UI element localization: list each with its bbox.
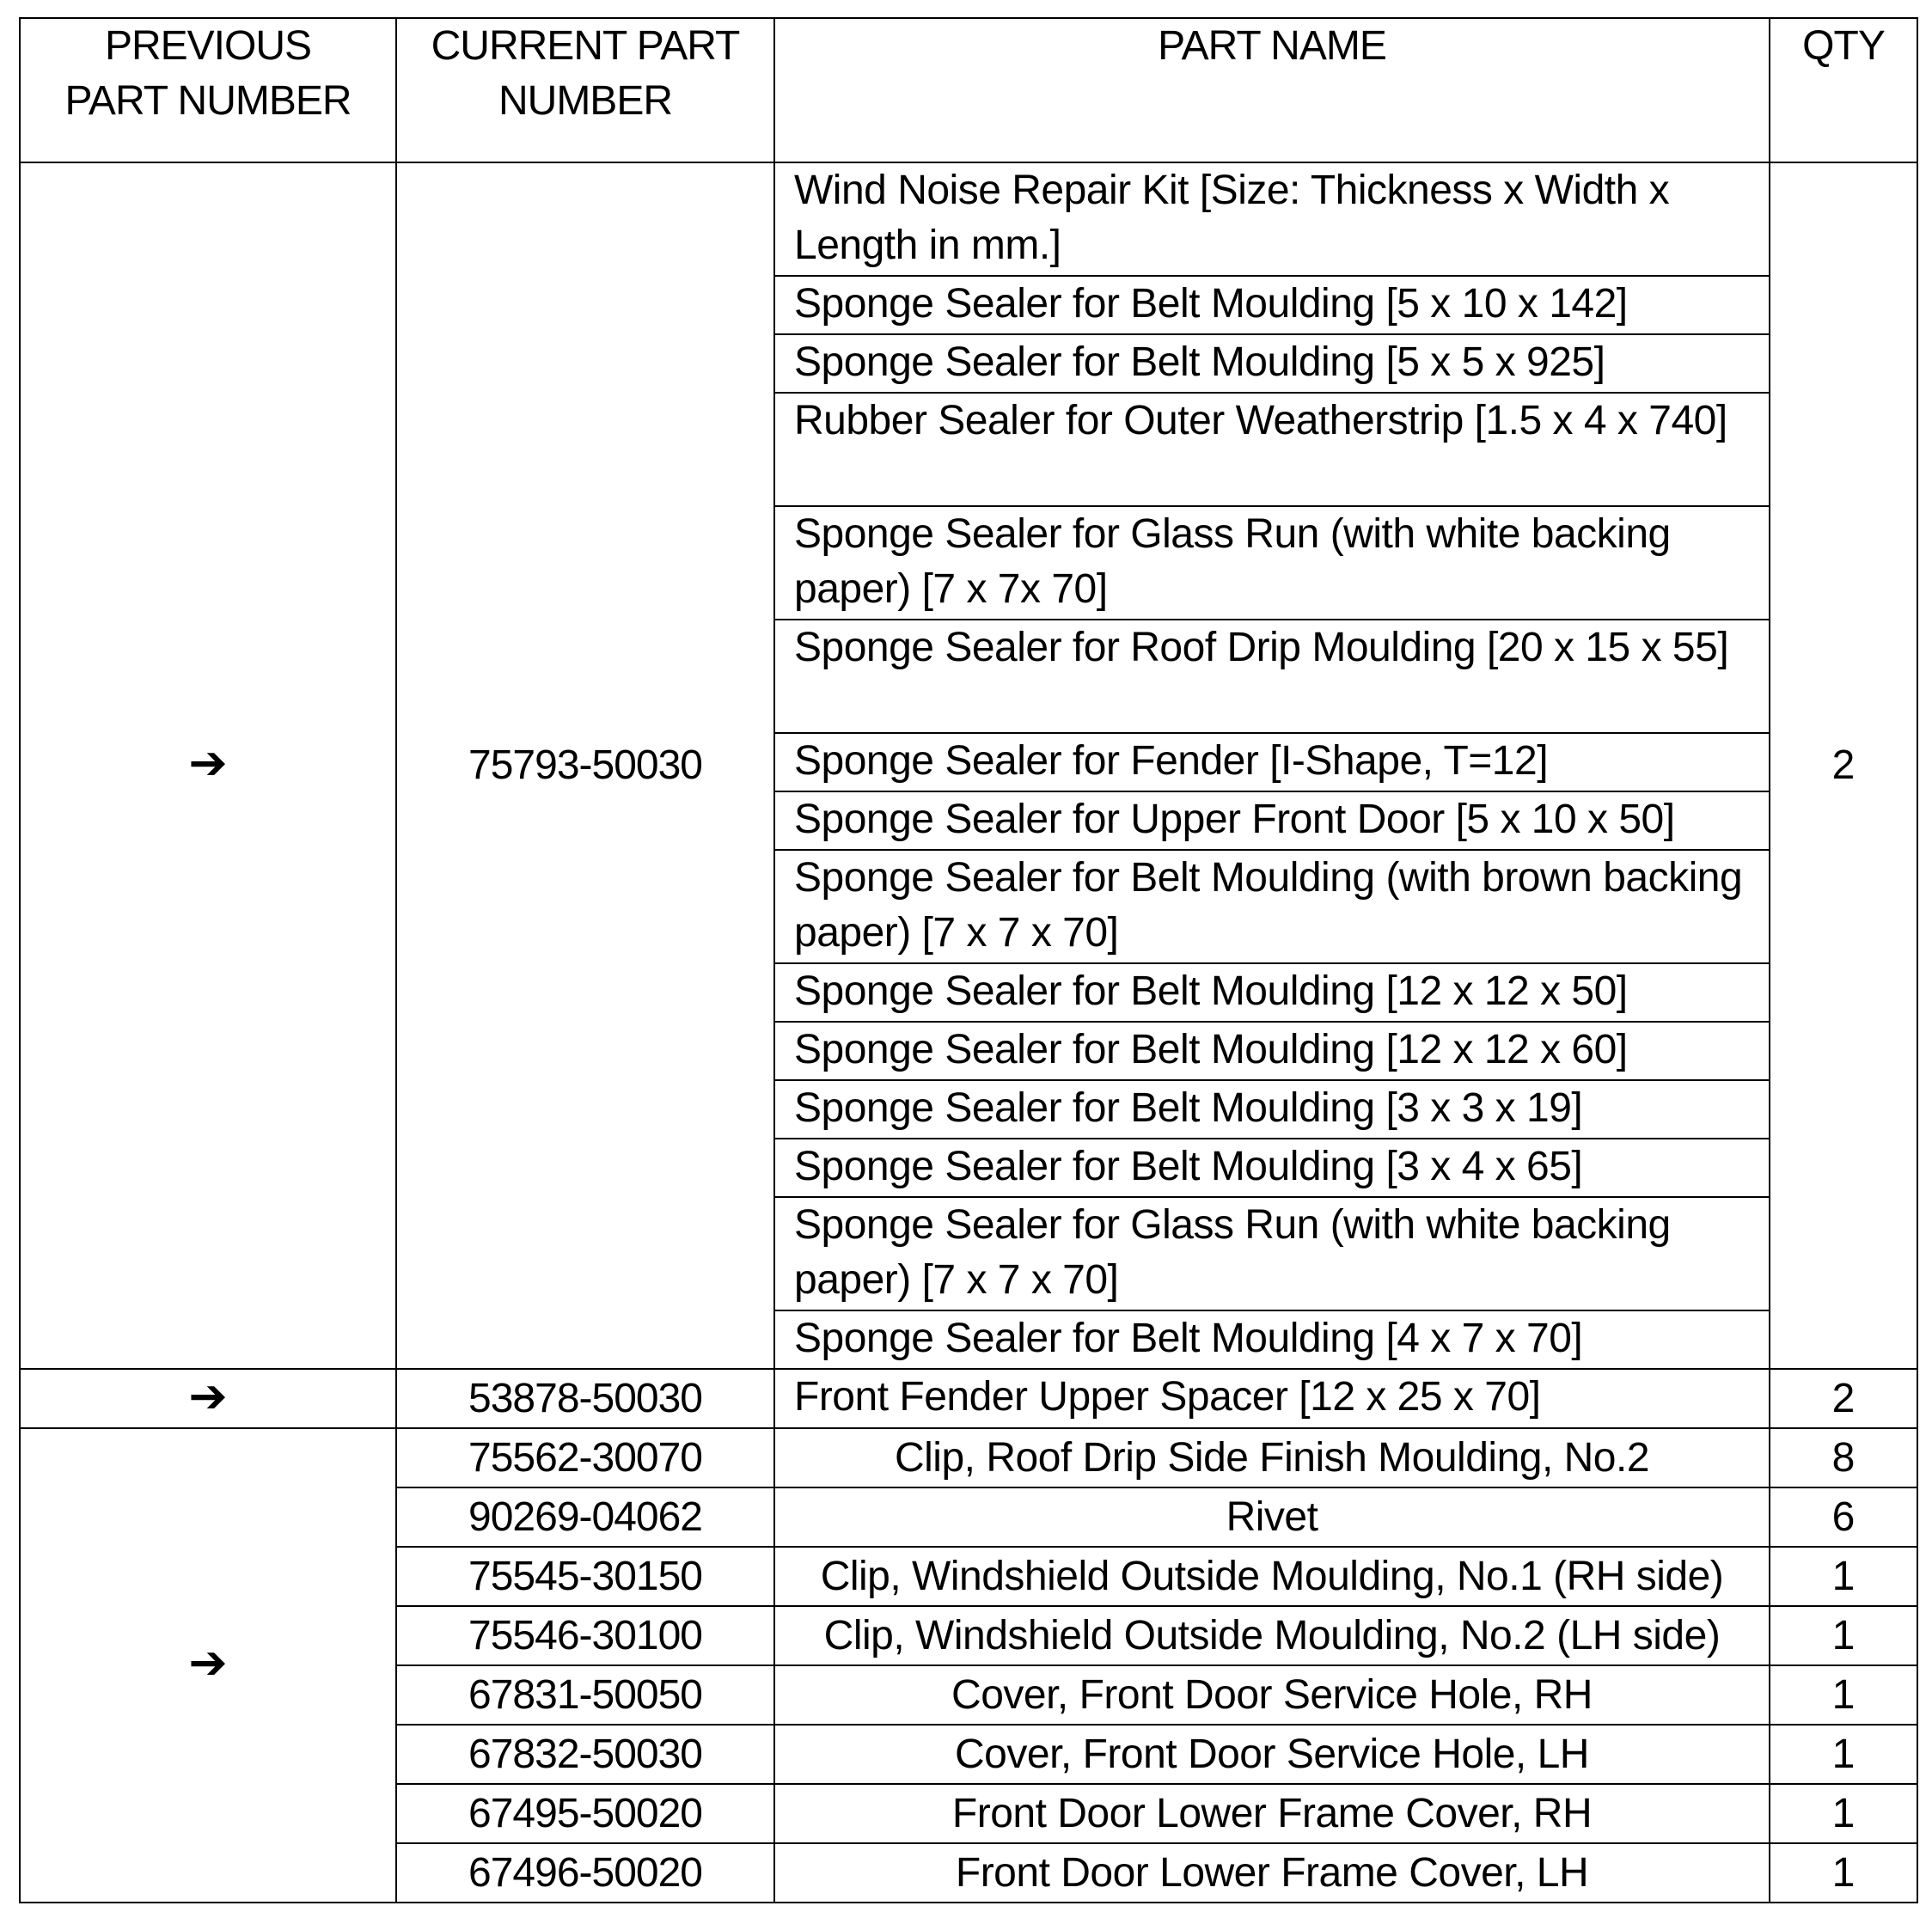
header-previous-part-number: [20, 18, 396, 162]
header-row: [20, 18, 1917, 162]
qty-cell: 6: [1770, 1487, 1917, 1547]
header-current-line-2: NUMBER: [498, 78, 672, 124]
header-qty: [1770, 18, 1917, 162]
previous-part-number-cell: [20, 1369, 396, 1428]
part-name-cell: Sponge Sealer for Belt Moulding [3 x 3 x 19]: [774, 1080, 1770, 1139]
table-row: [20, 162, 1917, 276]
part-name-cell: Sponge Sealer for Belt Moulding [3 x 4 x 65]: [774, 1139, 1770, 1197]
part-name-cell: Sponge Sealer for Roof Drip Moulding [20 x 15 x 55]: [774, 620, 1770, 733]
header-qty-label: QTY: [1802, 23, 1885, 69]
qty-cell: 1: [1770, 1784, 1917, 1843]
part-name-cell: Front Door Lower Frame Cover, RH: [774, 1784, 1770, 1843]
part-name-cell: Clip, Roof Drip Side Finish Moulding, No.2: [774, 1428, 1770, 1487]
current-part-number-cell: 67495-50020: [396, 1784, 774, 1843]
parts-table-body: [20, 162, 1917, 1903]
part-name-cell: Sponge Sealer for Belt Moulding [12 x 12 x 50]: [774, 963, 1770, 1022]
header-previous-line-1: PREVIOUS: [104, 23, 312, 69]
part-name-cell: Sponge Sealer for Upper Front Door [5 x 10 x 50]: [774, 791, 1770, 850]
header-part-name-label: PART NAME: [1158, 23, 1386, 69]
right-arrow-icon: ➔: [188, 1369, 228, 1423]
qty-cell: 2: [1770, 1369, 1917, 1428]
part-name-cell: Rubber Sealer for Outer Weatherstrip [1.5 x 4 x 740]: [774, 393, 1770, 506]
part-name-cell: Front Door Lower Frame Cover, LH: [774, 1843, 1770, 1903]
part-name-cell: Sponge Sealer for Belt Moulding [5 x 10 x 142]: [774, 276, 1770, 334]
qty-cell: 1: [1770, 1606, 1917, 1665]
table-row: [20, 1369, 1917, 1428]
part-name-cell: Front Fender Upper Spacer [12 x 25 x 70]: [774, 1369, 1770, 1428]
previous-part-number-cell: [20, 1428, 396, 1903]
current-part-number-cell: 67832-50030: [396, 1725, 774, 1784]
current-part-number-cell: 75546-30100: [396, 1606, 774, 1665]
header-part-name: [774, 18, 1770, 162]
qty-cell: 1: [1770, 1665, 1917, 1725]
part-name-cell: Sponge Sealer for Belt Moulding [4 x 7 x 70]: [774, 1310, 1770, 1369]
current-part-number-cell: 75545-30150: [396, 1547, 774, 1606]
right-arrow-icon: ➔: [188, 736, 228, 790]
part-name-cell: Wind Noise Repair Kit [Size: Thickness x Width x Length in mm.]: [774, 162, 1770, 276]
current-part-number-cell: 90269-04062: [396, 1487, 774, 1547]
right-arrow-icon: ➔: [188, 1635, 228, 1689]
part-name-cell: Clip, Windshield Outside Moulding, No.1 (RH side): [774, 1547, 1770, 1606]
current-part-number-cell: 53878-50030: [396, 1369, 774, 1428]
qty-cell: 1: [1770, 1547, 1917, 1606]
header-previous-line-2: PART NUMBER: [64, 78, 352, 124]
part-name-cell: Sponge Sealer for Belt Moulding [12 x 12 x 60]: [774, 1022, 1770, 1080]
previous-part-number-cell: [20, 162, 396, 1369]
parts-table-page: [19, 17, 1917, 1903]
part-name-cell: Cover, Front Door Service Hole, RH: [774, 1665, 1770, 1725]
parts-table: [19, 17, 1918, 1903]
part-name-cell: Clip, Windshield Outside Moulding, No.2 (LH side): [774, 1606, 1770, 1665]
qty-cell: 8: [1770, 1428, 1917, 1487]
current-part-number-cell: 75793-50030: [396, 162, 774, 1369]
qty-cell: 1: [1770, 1843, 1917, 1903]
part-name-cell: Cover, Front Door Service Hole, LH: [774, 1725, 1770, 1784]
qty-cell: 1: [1770, 1725, 1917, 1784]
part-name-cell: Rivet: [774, 1487, 1770, 1547]
table-row: [20, 1428, 1917, 1487]
header-current-part-number: [396, 18, 774, 162]
part-name-cell: Sponge Sealer for Belt Moulding (with brown backing paper) [7 x 7 x 70]: [774, 850, 1770, 963]
header-current-line-1: CURRENT PART: [431, 23, 740, 69]
part-name-cell: Sponge Sealer for Belt Moulding [5 x 5 x 925]: [774, 334, 1770, 393]
part-name-cell: Sponge Sealer for Glass Run (with white backing paper) [7 x 7x 70]: [774, 506, 1770, 620]
qty-cell: 2: [1770, 162, 1917, 1369]
current-part-number-cell: 67496-50020: [396, 1843, 774, 1903]
current-part-number-cell: 67831-50050: [396, 1665, 774, 1725]
part-name-cell: Sponge Sealer for Fender [I-Shape, T=12]: [774, 733, 1770, 791]
part-name-cell: Sponge Sealer for Glass Run (with white backing paper) [7 x 7 x 70]: [774, 1197, 1770, 1310]
current-part-number-cell: 75562-30070: [396, 1428, 774, 1487]
